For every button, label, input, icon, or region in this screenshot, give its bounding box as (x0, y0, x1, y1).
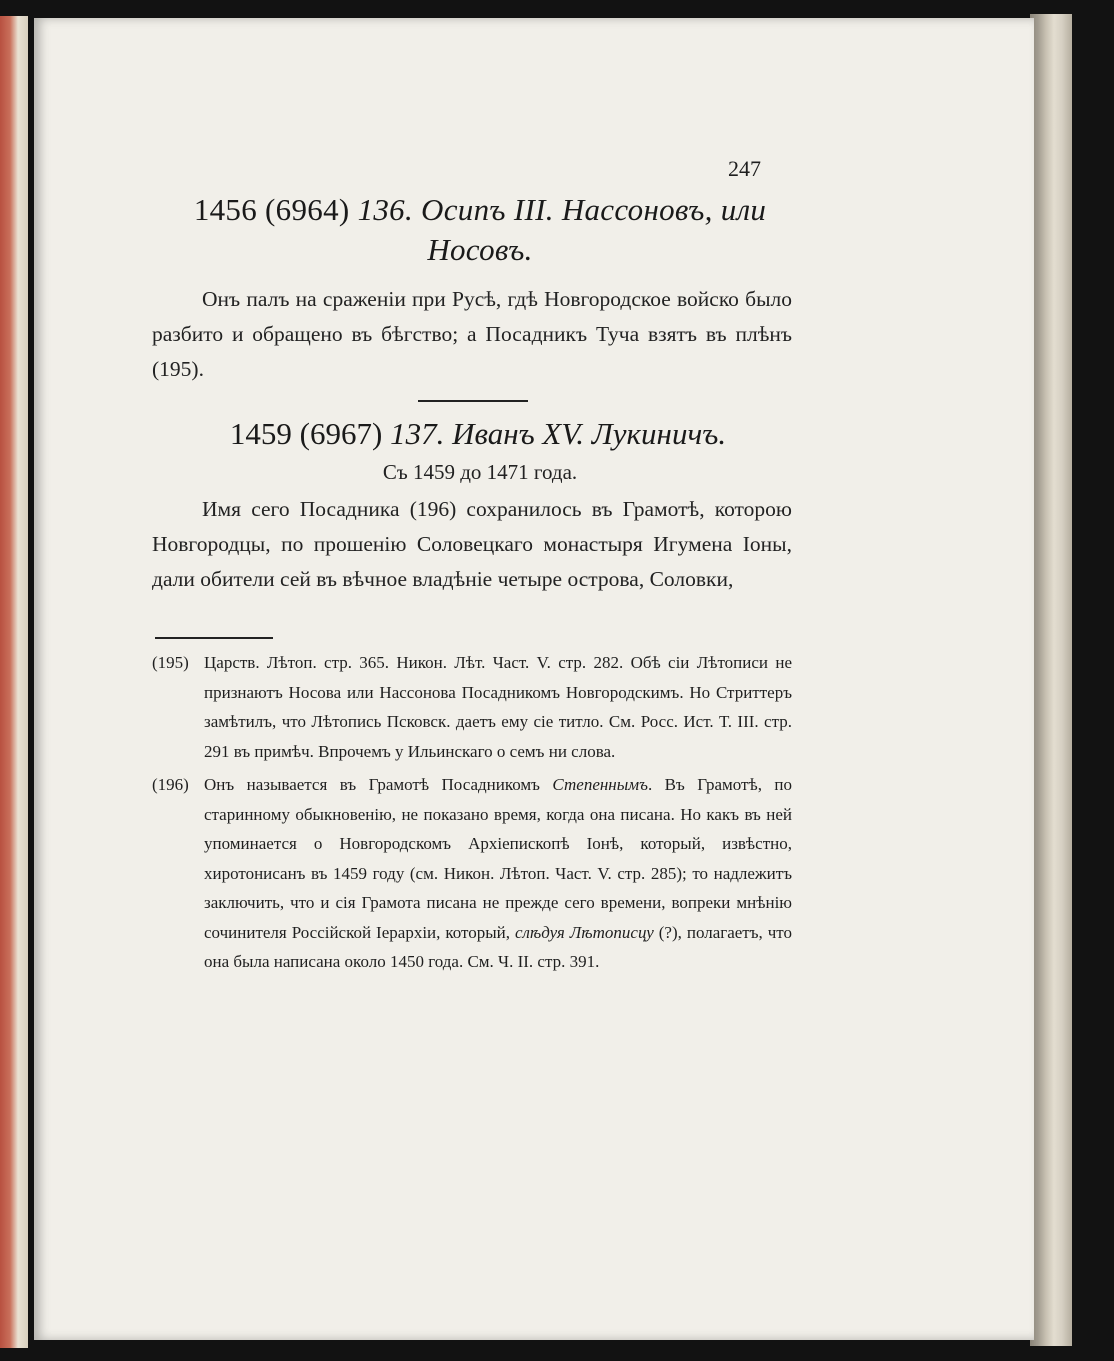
footnote-number: (195) (152, 653, 189, 672)
heading-year: 1456 (6964) (193, 192, 358, 227)
footnote-text-part: . Въ Грамотѣ, по старинному обыкновенію, не показано время, когда она писана. Но какъ въ ней упоминается о Новгородскомъ Архіепископѣ Іонѣ, который, извѣстно, хиротонисанъ въ 1459 году (см. Никон. Лѣтоп. Част. V. стр. 285); то надлежитъ заключить, что и сія Грамота писана не прежде сего времени, вопреки мнѣнію сочинителя Россійской Іерархіи, который, (204, 775, 792, 942)
footnote-rule (155, 637, 273, 639)
section-heading-136 (150, 190, 810, 270)
footnote-text (204, 770, 792, 977)
section-subtitle: Съ 1459 до 1471 года. (382, 460, 578, 484)
footnote-italic-term: Степеннымъ (552, 775, 648, 794)
footnote-text-part: (?), полагаетъ, что она была написана около 1450 года. См. Ч. II. стр. 391. (204, 922, 792, 971)
section-divider (418, 400, 528, 402)
heading-title: 136. Осипъ III. Нассоновъ, или Носовъ. (357, 192, 767, 267)
footnote-text-part: Онъ называется въ Грамотѣ Посадникомъ (204, 775, 553, 794)
footnote-number: (196) (152, 775, 189, 794)
footnote-196 (152, 770, 792, 977)
paragraph-137: Имя сего Посадника (196) сохранилось въ Грамотѣ, которою Новгородцы, по прошенію Соловецкаго монастыря Игумена Іоны, дали обители сей въ вѣчное владѣніе четыре острова, Соловки, (152, 497, 792, 591)
heading-year: 1459 (6967) (229, 416, 391, 451)
footnote-text: Царств. Лѣтоп. стр. 365. Никон. Лѣт. Част. V. стр. 282. Обѣ сіи Лѣтописи не признаютъ Носова или Нассонова Посадникомъ Новгородскимъ. Но Стриттеръ замѣтилъ, что Лѣтопись Псковск. даетъ ему сіе титло. См. Росс. Ист. Т. III. стр. 291 въ примѣч. Впрочемъ у Ильинскаго о семъ ни слова. (204, 653, 792, 761)
footnotes (152, 648, 792, 981)
heading-title: 137. Иванъ XV. Лукиничъ. (390, 416, 727, 451)
page-number: 247 (728, 156, 761, 181)
previous-page-edge (0, 16, 28, 1348)
footnote-195 (152, 648, 792, 766)
paragraph-136: Онъ палъ на сраженіи при Русѣ, гдѣ Новгородское войско было разбито и обращено въ бѣгство; а Посадникъ Туча взятъ въ плѣнъ (195). (152, 287, 792, 381)
section-heading-137 (168, 414, 788, 454)
page-stack-edge (1030, 14, 1072, 1346)
footnote-italic-term: слѣдуя Лѣтописцу (514, 922, 654, 942)
